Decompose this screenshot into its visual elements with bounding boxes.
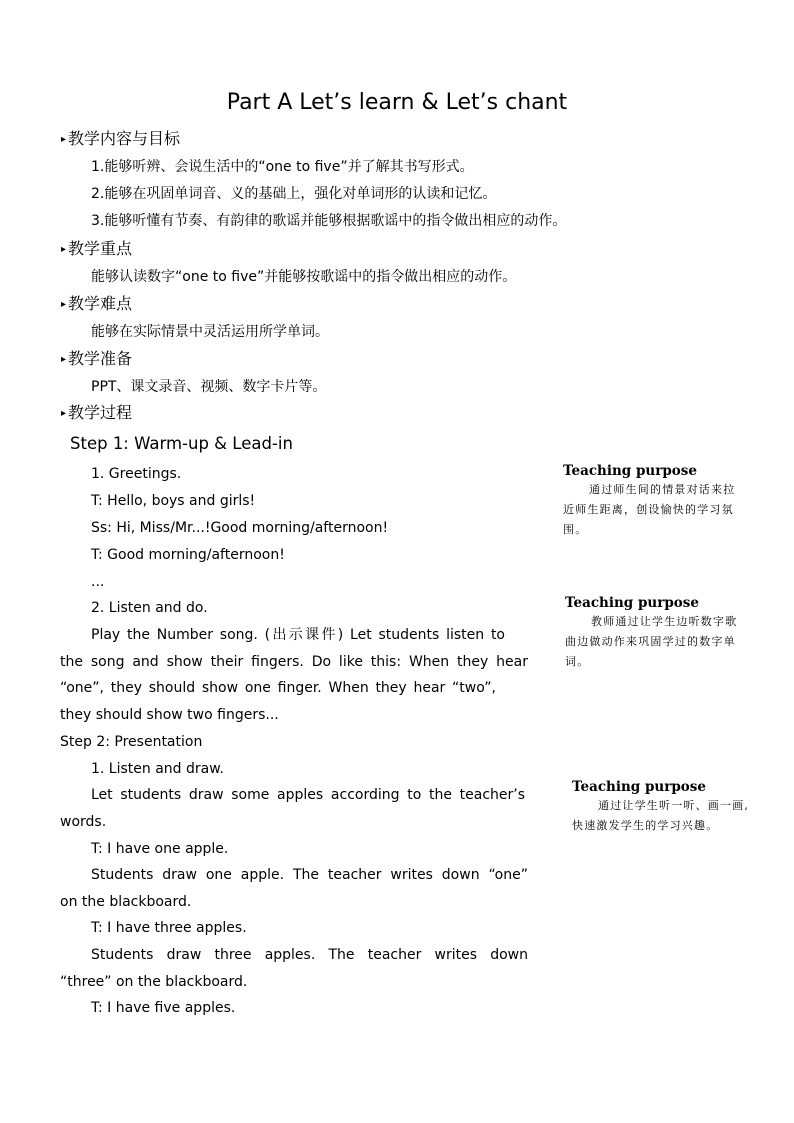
- goal-item: 3.能够听懂有节奏、有韵律的歌谣并能够根据歌谣中的指令做出相应的动作。: [91, 213, 567, 229]
- step1-heading: Step 1: Warm-up & Lead-in: [70, 434, 293, 453]
- section-heading-key-points: [61, 238, 132, 261]
- teaching-purpose-note: [563, 462, 743, 540]
- teaching-purpose-note: [572, 778, 752, 836]
- step1-line: T: Good morning/afternoon!: [91, 547, 285, 563]
- section-heading-process: [61, 402, 132, 425]
- bullet-icon: ▸: [61, 134, 67, 145]
- step1-line: ...: [91, 574, 105, 590]
- section-heading-text: 教学准备: [68, 349, 133, 368]
- section-heading-preparation: [61, 348, 132, 371]
- section-heading-text: 教学难点: [68, 294, 133, 313]
- step2-line: words.: [60, 814, 107, 830]
- section-heading-text: 教学内容与目标: [68, 129, 181, 148]
- teaching-purpose-body: 通过让学生听一听、画一画,快速激发学生的学习兴趣。: [572, 799, 750, 832]
- step2-line: “three” on the blackboard.: [60, 974, 248, 990]
- step2-line: T: I have one apple.: [91, 841, 229, 857]
- step1-line: 2. Listen and do.: [91, 600, 208, 616]
- section-heading-content-goals: [61, 128, 180, 151]
- bullet-icon: ▸: [61, 354, 67, 365]
- step1-paragraph-line: Play the Number song. (出示课件) Let students listen to: [91, 627, 505, 643]
- step1-line: T: Hello, boys and girls!: [91, 493, 256, 509]
- teaching-purpose-body: 通过师生间的情景对话来拉近师生距离，创设愉快的学习氛围。: [563, 483, 736, 536]
- step1-line: 1. Greetings.: [91, 466, 182, 482]
- difficulties-text: 能够在实际情景中灵活运用所学单词。: [91, 324, 329, 340]
- teaching-purpose-heading: Teaching purpose: [565, 595, 699, 611]
- step2-line: Let students draw some apples according to the teacher’s: [91, 787, 525, 803]
- step2-line: on the blackboard.: [60, 894, 192, 910]
- teaching-purpose-body: 教师通过让学生边听数字歌曲边做动作来巩固学过的数字单词。: [565, 615, 738, 668]
- step2-line: Students draw one apple. The teacher writes down “one”: [91, 867, 528, 883]
- teaching-purpose-note: [565, 594, 745, 672]
- key-points-text: 能够认读数字“one to five”并能够按歌谣中的指令做出相应的动作。: [91, 269, 517, 285]
- step1-paragraph-line: the song and show their fingers. Do like this: When they hear: [60, 654, 528, 670]
- section-heading-text: 教学重点: [68, 239, 133, 258]
- goal-item: 2.能够在巩固单词音、义的基础上，强化对单词形的认读和记忆。: [91, 186, 497, 202]
- bullet-icon: ▸: [61, 299, 67, 310]
- step1-paragraph-line: “one”, they should show one finger. When they hear “two”,: [60, 680, 496, 696]
- preparation-text: PPT、课文录音、视频、数字卡片等。: [91, 379, 327, 395]
- step1-line: Ss: Hi, Miss/Mr...!Good morning/afternoon!: [91, 520, 389, 536]
- page-title: Part A Let’s learn & Let’s chant: [226, 90, 568, 115]
- step2-line: 1. Listen and draw.: [91, 761, 224, 777]
- section-heading-difficulties: [61, 293, 132, 316]
- step2-line: T: I have three apples.: [91, 920, 247, 936]
- bullet-icon: ▸: [61, 244, 67, 255]
- step2-line: Students draw three apples. The teacher writes down: [91, 947, 528, 963]
- section-heading-text: 教学过程: [68, 403, 133, 422]
- goal-item: 1.能够听辨、会说生活中的“one to five”并了解其书写形式。: [91, 159, 474, 175]
- step1-paragraph-line: they should show two fingers...: [60, 707, 279, 723]
- step2-line: T: I have five apples.: [91, 1000, 236, 1016]
- step2-heading: Step 2: Presentation: [60, 734, 203, 750]
- teaching-purpose-heading: Teaching purpose: [563, 463, 697, 479]
- bullet-icon: ▸: [61, 408, 67, 419]
- teaching-purpose-heading: Teaching purpose: [572, 779, 706, 795]
